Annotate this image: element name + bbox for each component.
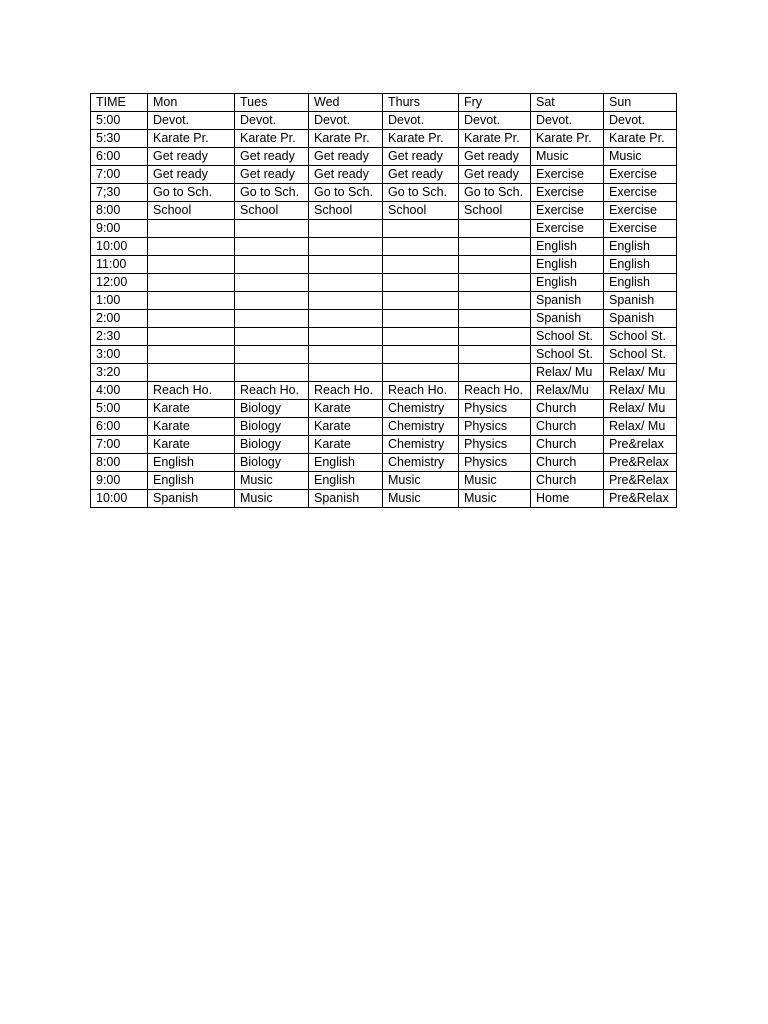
time-cell: 9:00: [91, 220, 148, 238]
cell-mon: Get ready: [148, 166, 235, 184]
cell-fry: Music: [459, 472, 531, 490]
cell-fry: Get ready: [459, 148, 531, 166]
cell-sat: Relax/ Mu: [531, 364, 604, 382]
cell-thurs: Karate Pr.: [383, 130, 459, 148]
cell-sat: Spanish: [531, 310, 604, 328]
cell-fry: [459, 220, 531, 238]
cell-thurs: [383, 346, 459, 364]
cell-fry: [459, 364, 531, 382]
cell-sat: Exercise: [531, 184, 604, 202]
cell-mon: [148, 292, 235, 310]
cell-mon: English: [148, 454, 235, 472]
cell-wed: [309, 220, 383, 238]
cell-mon: [148, 256, 235, 274]
cell-sat: English: [531, 274, 604, 292]
cell-wed: [309, 364, 383, 382]
cell-sun: Relax/ Mu: [604, 364, 677, 382]
table-row: [91, 202, 677, 220]
table-row: [91, 148, 677, 166]
table-row: [91, 472, 677, 490]
table-row: [91, 130, 677, 148]
cell-tues: Biology: [235, 454, 309, 472]
cell-mon: [148, 238, 235, 256]
schedule-body: [91, 94, 677, 508]
column-header-sun: Sun: [604, 94, 677, 112]
cell-sun: Karate Pr.: [604, 130, 677, 148]
time-cell: 6:00: [91, 418, 148, 436]
column-header-sat: Sat: [531, 94, 604, 112]
cell-sun: School St.: [604, 346, 677, 364]
cell-fry: Karate Pr.: [459, 130, 531, 148]
time-cell: 7;30: [91, 184, 148, 202]
cell-wed: Reach Ho.: [309, 382, 383, 400]
cell-thurs: [383, 292, 459, 310]
time-cell: 6:00: [91, 148, 148, 166]
cell-wed: Devot.: [309, 112, 383, 130]
cell-thurs: Chemistry: [383, 436, 459, 454]
cell-fry: [459, 292, 531, 310]
cell-thurs: Get ready: [383, 166, 459, 184]
cell-wed: Spanish: [309, 490, 383, 508]
time-cell: 1:00: [91, 292, 148, 310]
cell-sun: Exercise: [604, 220, 677, 238]
cell-fry: Get ready: [459, 166, 531, 184]
cell-thurs: Get ready: [383, 148, 459, 166]
cell-tues: Get ready: [235, 148, 309, 166]
cell-fry: School: [459, 202, 531, 220]
cell-mon: Karate Pr.: [148, 130, 235, 148]
cell-mon: [148, 274, 235, 292]
time-cell: 12:00: [91, 274, 148, 292]
cell-tues: Devot.: [235, 112, 309, 130]
cell-sat: Relax/Mu: [531, 382, 604, 400]
cell-fry: Physics: [459, 454, 531, 472]
cell-sat: School St.: [531, 346, 604, 364]
cell-wed: [309, 238, 383, 256]
cell-fry: [459, 256, 531, 274]
cell-sat: Church: [531, 436, 604, 454]
cell-wed: School: [309, 202, 383, 220]
table-row: [91, 346, 677, 364]
cell-mon: Go to Sch.: [148, 184, 235, 202]
cell-mon: [148, 328, 235, 346]
cell-fry: Devot.: [459, 112, 531, 130]
cell-sun: Relax/ Mu: [604, 400, 677, 418]
cell-sat: Music: [531, 148, 604, 166]
cell-tues: Karate Pr.: [235, 130, 309, 148]
cell-sun: Pre&Relax: [604, 454, 677, 472]
cell-sat: Church: [531, 400, 604, 418]
cell-thurs: Go to Sch.: [383, 184, 459, 202]
time-cell: 5:00: [91, 112, 148, 130]
cell-tues: [235, 274, 309, 292]
table-row: [91, 220, 677, 238]
time-cell: 10:00: [91, 490, 148, 508]
time-cell: 3:20: [91, 364, 148, 382]
cell-tues: Get ready: [235, 166, 309, 184]
column-header-tues: Tues: [235, 94, 309, 112]
column-header-mon: Mon: [148, 94, 235, 112]
cell-thurs: Chemistry: [383, 454, 459, 472]
cell-wed: Karate: [309, 436, 383, 454]
cell-mon: Karate: [148, 418, 235, 436]
cell-wed: [309, 292, 383, 310]
cell-sat: Exercise: [531, 202, 604, 220]
time-cell: 5:30: [91, 130, 148, 148]
cell-sun: English: [604, 274, 677, 292]
cell-sun: Exercise: [604, 166, 677, 184]
cell-tues: [235, 238, 309, 256]
cell-tues: Biology: [235, 436, 309, 454]
cell-sun: Pre&relax: [604, 436, 677, 454]
cell-tues: [235, 364, 309, 382]
cell-sun: Relax/ Mu: [604, 382, 677, 400]
table-row: [91, 166, 677, 184]
cell-tues: Reach Ho.: [235, 382, 309, 400]
cell-wed: Karate: [309, 418, 383, 436]
cell-fry: [459, 328, 531, 346]
cell-tues: [235, 346, 309, 364]
table-row: [91, 418, 677, 436]
cell-sun: Pre&Relax: [604, 490, 677, 508]
cell-wed: [309, 328, 383, 346]
cell-mon: Karate: [148, 436, 235, 454]
cell-mon: School: [148, 202, 235, 220]
cell-fry: [459, 310, 531, 328]
time-cell: 8:00: [91, 454, 148, 472]
time-cell: 9:00: [91, 472, 148, 490]
cell-sat: English: [531, 256, 604, 274]
cell-mon: [148, 220, 235, 238]
time-cell: 2:30: [91, 328, 148, 346]
cell-fry: Physics: [459, 436, 531, 454]
cell-thurs: Music: [383, 490, 459, 508]
cell-fry: Physics: [459, 400, 531, 418]
cell-sun: Devot.: [604, 112, 677, 130]
time-cell: 4:00: [91, 382, 148, 400]
cell-fry: [459, 274, 531, 292]
cell-sat: Exercise: [531, 166, 604, 184]
cell-tues: Go to Sch.: [235, 184, 309, 202]
cell-mon: English: [148, 472, 235, 490]
cell-wed: Get ready: [309, 166, 383, 184]
cell-tues: Music: [235, 490, 309, 508]
cell-mon: Reach Ho.: [148, 382, 235, 400]
cell-fry: Physics: [459, 418, 531, 436]
cell-sat: Church: [531, 472, 604, 490]
table-row: [91, 490, 677, 508]
header-row: [91, 94, 677, 112]
time-cell: 7:00: [91, 166, 148, 184]
cell-sat: Home: [531, 490, 604, 508]
cell-sat: Karate Pr.: [531, 130, 604, 148]
cell-wed: [309, 274, 383, 292]
cell-tues: Biology: [235, 400, 309, 418]
cell-sun: Music: [604, 148, 677, 166]
cell-sun: English: [604, 256, 677, 274]
cell-thurs: [383, 220, 459, 238]
cell-thurs: [383, 274, 459, 292]
cell-thurs: Reach Ho.: [383, 382, 459, 400]
table-row: [91, 382, 677, 400]
cell-thurs: [383, 328, 459, 346]
table-row: [91, 184, 677, 202]
cell-sun: Exercise: [604, 184, 677, 202]
cell-tues: Music: [235, 472, 309, 490]
cell-sat: Spanish: [531, 292, 604, 310]
cell-fry: Go to Sch.: [459, 184, 531, 202]
cell-sat: School St.: [531, 328, 604, 346]
time-cell: 10:00: [91, 238, 148, 256]
cell-thurs: [383, 364, 459, 382]
cell-thurs: School: [383, 202, 459, 220]
time-cell: 7:00: [91, 436, 148, 454]
column-header-time: TIME: [91, 94, 148, 112]
cell-sat: Church: [531, 418, 604, 436]
cell-wed: [309, 310, 383, 328]
table-row: [91, 274, 677, 292]
cell-mon: Devot.: [148, 112, 235, 130]
cell-sun: Pre&Relax: [604, 472, 677, 490]
cell-sun: Spanish: [604, 292, 677, 310]
cell-tues: [235, 256, 309, 274]
cell-wed: English: [309, 472, 383, 490]
cell-thurs: Devot.: [383, 112, 459, 130]
cell-tues: [235, 310, 309, 328]
cell-fry: Reach Ho.: [459, 382, 531, 400]
cell-thurs: [383, 238, 459, 256]
table-row: [91, 436, 677, 454]
cell-tues: [235, 292, 309, 310]
cell-mon: Karate: [148, 400, 235, 418]
cell-sun: School St.: [604, 328, 677, 346]
cell-sun: English: [604, 238, 677, 256]
column-header-fry: Fry: [459, 94, 531, 112]
cell-mon: [148, 346, 235, 364]
cell-thurs: [383, 256, 459, 274]
time-cell: 8:00: [91, 202, 148, 220]
cell-fry: Music: [459, 490, 531, 508]
cell-tues: [235, 220, 309, 238]
weekly-schedule-table: [90, 93, 677, 508]
time-cell: 5:00: [91, 400, 148, 418]
cell-sat: English: [531, 238, 604, 256]
table-row: [91, 328, 677, 346]
cell-sun: Relax/ Mu: [604, 418, 677, 436]
cell-mon: Spanish: [148, 490, 235, 508]
cell-sat: Church: [531, 454, 604, 472]
cell-wed: [309, 346, 383, 364]
cell-sat: Exercise: [531, 220, 604, 238]
cell-mon: Get ready: [148, 148, 235, 166]
cell-thurs: Chemistry: [383, 418, 459, 436]
cell-thurs: [383, 310, 459, 328]
cell-fry: [459, 346, 531, 364]
cell-sat: Devot.: [531, 112, 604, 130]
cell-thurs: Music: [383, 472, 459, 490]
table-row: [91, 292, 677, 310]
table-row: [91, 310, 677, 328]
table-row: [91, 112, 677, 130]
cell-tues: [235, 328, 309, 346]
table-row: [91, 400, 677, 418]
cell-tues: Biology: [235, 418, 309, 436]
table-row: [91, 454, 677, 472]
table-row: [91, 364, 677, 382]
cell-mon: [148, 364, 235, 382]
cell-wed: Get ready: [309, 148, 383, 166]
cell-wed: Karate: [309, 400, 383, 418]
time-cell: 2:00: [91, 310, 148, 328]
column-header-thurs: Thurs: [383, 94, 459, 112]
cell-wed: Go to Sch.: [309, 184, 383, 202]
column-header-wed: Wed: [309, 94, 383, 112]
cell-tues: School: [235, 202, 309, 220]
cell-sun: Spanish: [604, 310, 677, 328]
cell-fry: [459, 238, 531, 256]
cell-sun: Exercise: [604, 202, 677, 220]
table-row: [91, 256, 677, 274]
table-row: [91, 238, 677, 256]
cell-thurs: Chemistry: [383, 400, 459, 418]
cell-wed: English: [309, 454, 383, 472]
time-cell: 3:00: [91, 346, 148, 364]
cell-wed: Karate Pr.: [309, 130, 383, 148]
time-cell: 11:00: [91, 256, 148, 274]
cell-wed: [309, 256, 383, 274]
cell-mon: [148, 310, 235, 328]
